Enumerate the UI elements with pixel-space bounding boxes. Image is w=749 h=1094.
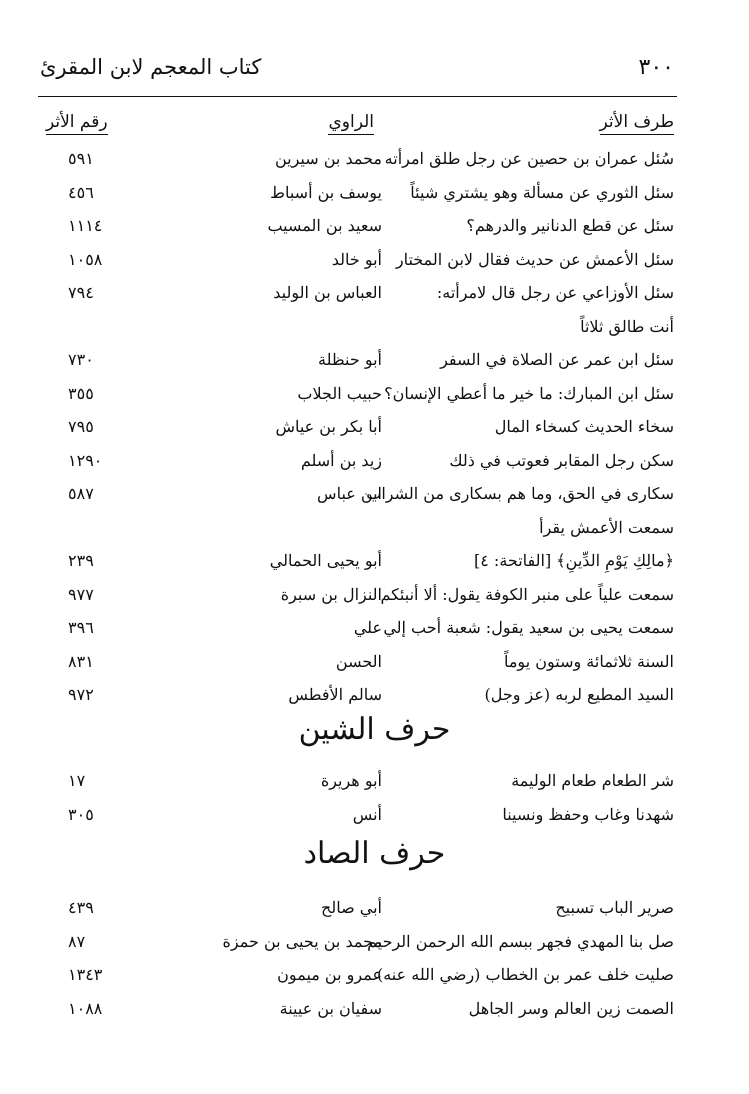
index-row bbox=[40, 647, 674, 681]
narrator-name: سعيد بن المسيب bbox=[267, 216, 382, 235]
index-row bbox=[40, 994, 674, 1028]
entry-number: ٥٩١ bbox=[68, 149, 94, 168]
entry-number: ١٣٤٣ bbox=[68, 965, 103, 984]
phrase-text: سمعت يحيى بن سعيد يقول: شعبة أحب إلي bbox=[383, 618, 674, 637]
column-headers bbox=[40, 112, 674, 142]
phrase-text: شر الطعام طعام الوليمة bbox=[511, 771, 674, 790]
phrase-text: صرير الباب تسبيح bbox=[555, 898, 674, 917]
index-row bbox=[40, 278, 674, 312]
phrase-text: صل بنا المهدي فجهر ببسم الله الرحمن الرحيم bbox=[367, 931, 674, 951]
narrator-name: يوسف بن أسباط bbox=[270, 182, 382, 202]
narrator-name: حبيب الجلاب bbox=[297, 383, 382, 403]
narrator-name: أبا بكر بن عياش bbox=[275, 417, 382, 436]
index-row bbox=[40, 245, 674, 279]
phrase-text: سخاء الحديث كسخاء المال bbox=[494, 417, 674, 436]
narrator-name: محمد بن يحيى بن حمزة bbox=[222, 931, 382, 951]
phrase-text: السنة ثلاثمائة وستون يوماً bbox=[503, 651, 674, 671]
entry-number: ١٠٨٨ bbox=[68, 998, 103, 1018]
index-row bbox=[40, 513, 674, 547]
index-row bbox=[40, 893, 674, 927]
index-rows-sin bbox=[40, 144, 674, 714]
index-row bbox=[40, 446, 674, 480]
phrase-text: ﴿مالِكِ يَوْمِ الدِّينِ﴾ [الفاتحة: ٤] bbox=[474, 551, 674, 570]
phrase-text: سمعت الأعمش يقرأ bbox=[539, 517, 674, 537]
phrase-text: سئل ابن عمر عن الصلاة في السفر bbox=[440, 350, 674, 369]
phrase-text: سئل الأعمش عن حديث فقال لابن المختار bbox=[395, 249, 674, 269]
entry-number: ١٢٩٠ bbox=[68, 450, 103, 470]
narrator-name: علي bbox=[353, 618, 382, 637]
index-row bbox=[40, 345, 674, 379]
entry-number: ٨٧ bbox=[68, 931, 86, 951]
entry-number: ٤٣٩ bbox=[68, 898, 94, 917]
index-row bbox=[40, 178, 674, 212]
book-title: كتاب المعجم لابن المقرئ bbox=[40, 55, 262, 79]
index-row bbox=[40, 546, 674, 580]
entry-number: ٣٠٥ bbox=[68, 804, 94, 824]
index-row bbox=[40, 312, 674, 346]
entry-number: ١٧ bbox=[68, 771, 86, 790]
index-row bbox=[40, 766, 674, 800]
narrator-name: سفيان بن عيينة bbox=[279, 998, 382, 1018]
entry-number: ٥٨٧ bbox=[68, 484, 94, 503]
index-row bbox=[40, 680, 674, 714]
phrase-text: سئل الأوزاعي عن رجل قال لامرأته: bbox=[436, 283, 674, 302]
entry-number: ٩٧٢ bbox=[68, 685, 94, 704]
entry-number: ٨٣١ bbox=[68, 651, 94, 671]
phrase-text: سمعت علياً على منبر الكوفة يقول: ألا أنبئكم bbox=[380, 584, 674, 604]
phrase-text: السيد المطيع لربه (عز وجل) bbox=[484, 685, 674, 704]
phrase-text: سكن رجل المقابر فعوتب في ذلك bbox=[449, 450, 674, 470]
narrator-name: محمد بن سيرين bbox=[274, 149, 382, 168]
narrator-name: عمرو بن ميمون bbox=[277, 965, 382, 984]
narrator-name: أبي صالح bbox=[321, 898, 382, 917]
index-rows-sad bbox=[40, 893, 674, 1027]
index-row bbox=[40, 613, 674, 647]
narrator-name: أبو هريرة bbox=[320, 771, 382, 790]
phrase-text: شهدنا وغاب وحفظ ونسينا bbox=[502, 804, 674, 824]
entry-number: ٤٥٦ bbox=[68, 182, 94, 202]
index-row bbox=[40, 800, 674, 834]
entry-number: ١١١٤ bbox=[68, 216, 103, 235]
entry-number: ٩٧٧ bbox=[68, 584, 94, 604]
index-row bbox=[40, 211, 674, 245]
phrase-text: سئل الثوري عن مسألة وهو يشتري شيئاً bbox=[410, 182, 674, 202]
entry-number: ٧٣٠ bbox=[68, 350, 94, 369]
phrase-text: صليت خلف عمر بن الخطاب (رضي الله عنه) bbox=[376, 965, 674, 984]
entry-number: ٣٩٦ bbox=[68, 618, 94, 637]
page-number: ٣٠٠ bbox=[638, 55, 674, 80]
phrase-text: سكارى في الحق، وما هم بسكارى من الشراب bbox=[366, 484, 674, 503]
phrase-text: أنت طالق ثلاثاً bbox=[580, 316, 674, 336]
page-header bbox=[40, 55, 674, 89]
phrase-text: سئل ابن المبارك: ما خير ما أعطي الإنسان؟ bbox=[384, 383, 674, 403]
column-header-phrase: طرف الأثر bbox=[600, 112, 674, 135]
narrator-name: سالم الأفطس bbox=[288, 685, 382, 704]
index-rows-shin bbox=[40, 766, 674, 833]
entry-number: ٢٣٩ bbox=[68, 551, 94, 570]
column-header-narrator: الراوي bbox=[328, 112, 374, 135]
entry-number: ٧٩٥ bbox=[68, 417, 94, 436]
entry-number: ٣٥٥ bbox=[68, 383, 94, 403]
index-row bbox=[40, 580, 674, 614]
narrator-name: النزال بن سبرة bbox=[280, 584, 382, 604]
narrator-name: ابن عباس bbox=[317, 484, 382, 503]
narrator-name: العباس بن الوليد bbox=[273, 283, 382, 302]
narrator-name: أنس bbox=[352, 804, 382, 824]
narrator-name: زيد بن أسلم bbox=[300, 450, 382, 470]
section-title-sad: حرف الصاد bbox=[303, 836, 446, 871]
narrator-name: الحسن bbox=[335, 651, 382, 671]
phrase-text: سئل عن قطع الدنانير والدرهم؟ bbox=[466, 216, 674, 235]
phrase-text: سُئل عمران بن حصين عن رجل طلق امرأته bbox=[384, 149, 674, 168]
index-row bbox=[40, 960, 674, 994]
index-row bbox=[40, 144, 674, 178]
header-rule bbox=[38, 96, 677, 97]
phrase-text: الصمت زين العالم وسر الجاهل bbox=[468, 998, 674, 1018]
index-row bbox=[40, 379, 674, 413]
entry-number: ٧٩٤ bbox=[68, 283, 94, 302]
narrator-name: أبو يحيى الحمالي bbox=[269, 551, 382, 570]
section-title-shin: حرف الشين bbox=[298, 712, 451, 747]
index-row bbox=[40, 927, 674, 961]
index-row bbox=[40, 412, 674, 446]
entry-number: ١٠٥٨ bbox=[68, 249, 103, 269]
column-header-number: رقم الأثر bbox=[46, 112, 108, 135]
narrator-name: أبو حنظلة bbox=[318, 350, 382, 369]
index-row bbox=[40, 479, 674, 513]
narrator-name: أبو خالد bbox=[331, 249, 382, 269]
